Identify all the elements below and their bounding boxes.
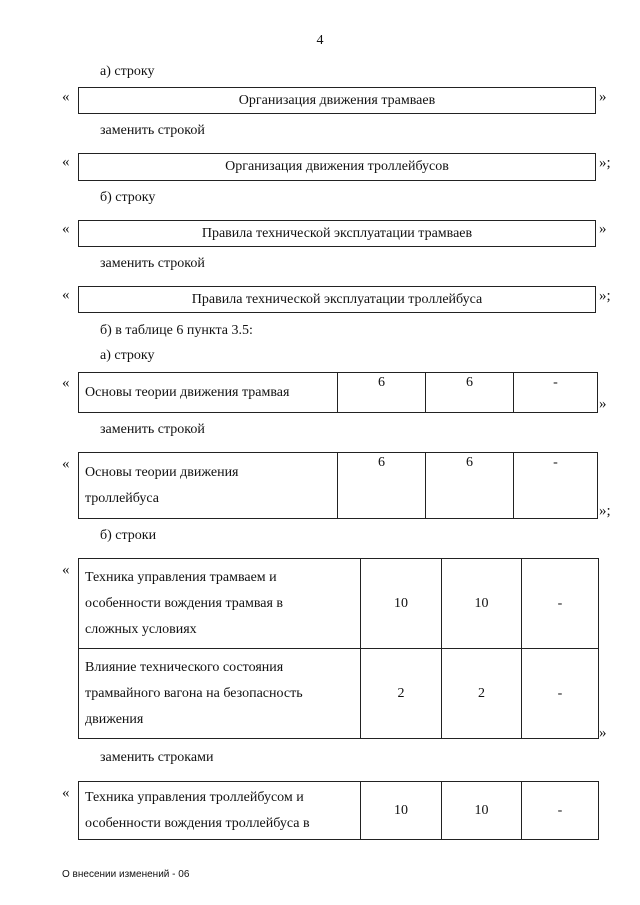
row-value-2: 6 — [426, 453, 514, 519]
open-quote: « — [62, 154, 70, 170]
close-quote: » — [599, 396, 607, 412]
page-number: 4 — [316, 33, 324, 48]
old-line-text: Организация движения трамваев — [238, 92, 436, 108]
close-quote: » — [599, 725, 607, 741]
row-name-line: трамвайного вагона на безопасность — [85, 685, 303, 701]
open-quote: « — [62, 375, 70, 391]
item-b-label: б) строку — [100, 190, 156, 205]
row-value-1: 6 — [338, 453, 426, 519]
row-name-line: движения — [85, 711, 144, 727]
old-rows-table — [78, 558, 599, 739]
replace-label: заменить строкой — [100, 123, 205, 138]
row-name-line: Техника управления троллейбусом и — [85, 789, 304, 805]
close-quote: » — [599, 89, 607, 105]
new-line-text: Организация движения троллейбусов — [225, 159, 449, 174]
row-value-3: - — [522, 782, 599, 840]
close-quote: »; — [599, 155, 611, 171]
item-a-label: а) строку — [100, 348, 155, 363]
item-a-label: а) строку — [100, 64, 155, 79]
open-quote: « — [62, 287, 70, 303]
row-value-3: - — [514, 373, 598, 413]
replace-label: заменить строкой — [100, 422, 205, 437]
open-quote: « — [62, 562, 70, 578]
open-quote: « — [62, 456, 70, 472]
replace-label: заменить строками — [100, 750, 214, 765]
row-value-1: 2 — [361, 649, 442, 739]
new-rows-table — [78, 781, 599, 840]
table-row — [79, 782, 599, 840]
table-row — [79, 559, 599, 649]
new-line-box — [78, 153, 596, 181]
replace-label: заменить строкой — [100, 256, 205, 271]
row-value-1: 6 — [338, 373, 426, 413]
new-line-text: Правила технической эксплуатации троллейбуса — [191, 291, 483, 307]
row-name: Основы теории движения трамвая — [79, 373, 338, 413]
footer-note: О внесении изменений - 06 — [62, 869, 190, 880]
open-quote: « — [62, 89, 70, 105]
row-name-line: особенности вождения троллейбуса в — [85, 815, 310, 831]
close-quote: »; — [599, 288, 611, 304]
table-row — [79, 453, 598, 519]
row-value-3: - — [514, 453, 598, 519]
row-value-3: - — [522, 559, 599, 649]
row-name-line: сложных условиях — [85, 621, 197, 637]
row-value-1: 10 — [361, 782, 442, 840]
row-name-line: Техника управления трамваем и — [85, 569, 277, 585]
row-value-1: 10 — [361, 559, 442, 649]
table-row — [79, 373, 598, 413]
old-row-table — [78, 372, 598, 413]
row-name-line: Влияние технического состояния — [85, 659, 284, 675]
table-row — [79, 649, 599, 739]
close-quote: »; — [599, 503, 611, 519]
close-quote: » — [599, 221, 607, 237]
open-quote: « — [62, 221, 70, 237]
row-value-2: 10 — [442, 782, 522, 840]
item-b-label: б) строки — [100, 528, 157, 543]
old-line-box — [78, 220, 596, 247]
row-value-2: 2 — [442, 649, 522, 739]
section-heading: б) в таблице 6 пункта 3.5: — [100, 323, 253, 338]
row-value-2: 6 — [426, 373, 514, 413]
row-name-line: троллейбуса — [85, 490, 159, 506]
open-quote: « — [62, 785, 70, 801]
new-line-box — [78, 286, 596, 313]
row-value-2: 10 — [442, 559, 522, 649]
row-name-line: особенности вождения трамвая в — [85, 595, 284, 611]
old-line-text: Правила технической эксплуатации трамваев — [201, 225, 473, 241]
new-row-table — [78, 452, 598, 519]
row-value-3: - — [522, 649, 599, 739]
row-name-line: Основы теории движения — [85, 464, 239, 480]
old-line-box — [78, 87, 596, 114]
